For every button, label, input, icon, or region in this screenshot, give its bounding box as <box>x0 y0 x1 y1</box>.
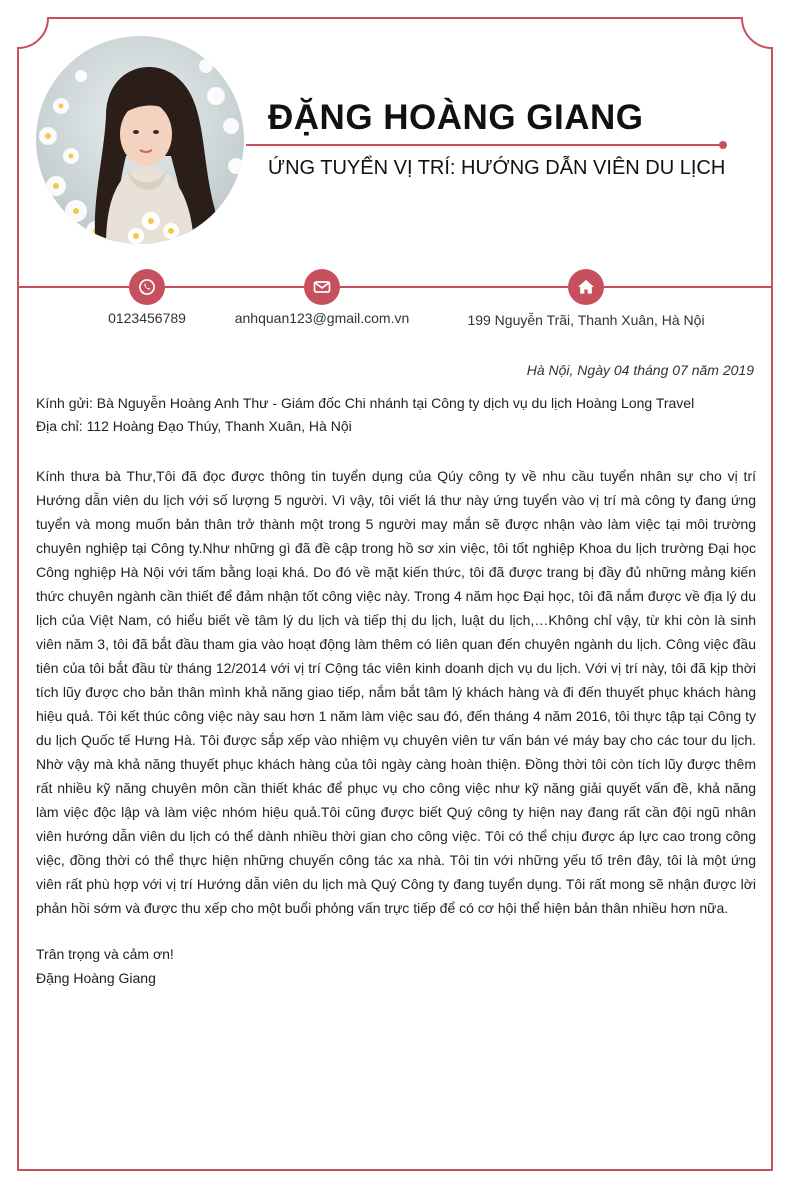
home-address: 199 Nguyễn Trãi, Thanh Xuân, Hà Nội <box>467 312 705 328</box>
candidate-name: ĐẶNG HOÀNG GIANG <box>268 98 644 137</box>
home-icon <box>568 269 604 305</box>
envelope-icon <box>304 269 340 305</box>
avatar <box>36 36 244 244</box>
letter-recipient: Kính gửi: Bà Nguyễn Hoàng Anh Thư - Giám đốc Chi nhánh tại Công ty dịch vụ du lịch Hoàng Long Travel <box>36 395 695 411</box>
letter-body: Kính thưa bà Thư,Tôi đã đọc được thông tin tuyển dụng của Qúy công ty về nhu cầu tuyển nhân sự cho vị trí Hướng dẫn viên du lịch với số lượng 5 người. Vì vậy, tôi viết lá thư này ứng tuyển vào vị trí mà công ty đang ứng tuyển và mong muốn bản thân trở thành một trong 5 người may mắn sẽ được nhận vào làm việc tại môi trường chuyên nghiệp tại Công ty.Như những gì đã đề cập trong hồ sơ xin việc, tôi tốt nghiệp Khoa du lịch trường Đại học Công nghiệp Hà Nội với tấm bằng loại khá. Do đó về mặt kiến thức, tôi đã được trang bị đầy đủ những mảng kiến thức chuyên ngành cần thiết để đảm nhận tốt công việc này. Trong 4 năm học Đại học, tôi đã nắm được về địa lý du lịch của Việt Nam, có hiểu biết về tâm lý du lịch và tiếp thị du lịch, luật du lịch,…Không chỉ vậy, từ khi còn là sinh viên năm 3, tôi đã bắt đầu tham gia vào hoạt động làm thêm có liên quan đến chuyên ngành du lịch. Công việc đầu tiên của tôi bắt đầu từ tháng 12/2014 với vị trí Cộng tác viên kinh doanh dịch vụ du lịch. Với vị trí này, tôi đã kịp thời tích lũy được cho bản thân mình khả năng giao tiếp, nắm bắt tâm lý khách hàng và đi đến thuyết phục khách hàng hiệu quả. Tôi kết thúc công việc này sau hơn 1 năm làm việc sau đó, đến tháng 4 năm 2016, tôi thực tập tại Công ty du lịch Quốc tế Hưng Hà. Tôi được sắp xếp vào nhiệm vụ chuyên viên tư vấn bán vé máy bay cho các tour du lịch. Nhờ vậy mà khả năng thuyết phục khách hàng của tôi ngày càng hoàn thiện. Đồng thời tôi còn tích lũy được thêm rất nhiều kỹ năng chuyên môn cần thiết khác để phục vụ cho công việc như kỹ năng giải quyết vấn đề, khả năng làm việc độc lập và làm việc nhóm hiệu quả.Tôi cũng được biết Quý công ty hiện nay đang rất cần đội ngũ nhân viên hướng dẫn viên du lịch có thể dành nhiều thời gian cho công việc. Tôi có thể chịu được áp lực cao trong công việc, đồng thời có thể thực hiện những chuyến công tác xa nhà. Tôi tin với những yếu tố trên đây, tôi là một ứng viên rất phù hợp với vị trí Hướng dẫn viên du lịch mà Quý Công ty đang tuyển dụng. Tôi rất mong sẽ nhận được lời phản hồi sớm và được thu xếp cho một buổi phỏng vấn trực tiếp để có cơ hội thể hiện bản thân nhiều hơn nữa. <box>36 468 756 916</box>
letter-closing: Trân trọng và cảm ơn! <box>36 946 174 962</box>
letter-signature: Đặng Hoàng Giang <box>36 970 156 986</box>
applied-position: ỨNG TUYỂN VỊ TRÍ: HƯỚNG DẪN VIÊN DU LỊCH <box>268 157 726 179</box>
letter-date: Hà Nội, Ngày 04 tháng 07 năm 2019 <box>526 362 754 378</box>
recipient-address: Địa chỉ: 112 Hoàng Đạo Thúy, Thanh Xuân, Hà Nội <box>36 418 352 434</box>
email-address[interactable]: anhquan123@gmail.com.vn <box>234 310 410 326</box>
name-underline-dot <box>719 141 727 149</box>
whatsapp-icon <box>129 269 165 305</box>
phone-number[interactable]: 0123456789 <box>108 310 186 326</box>
name-underline <box>246 144 720 146</box>
